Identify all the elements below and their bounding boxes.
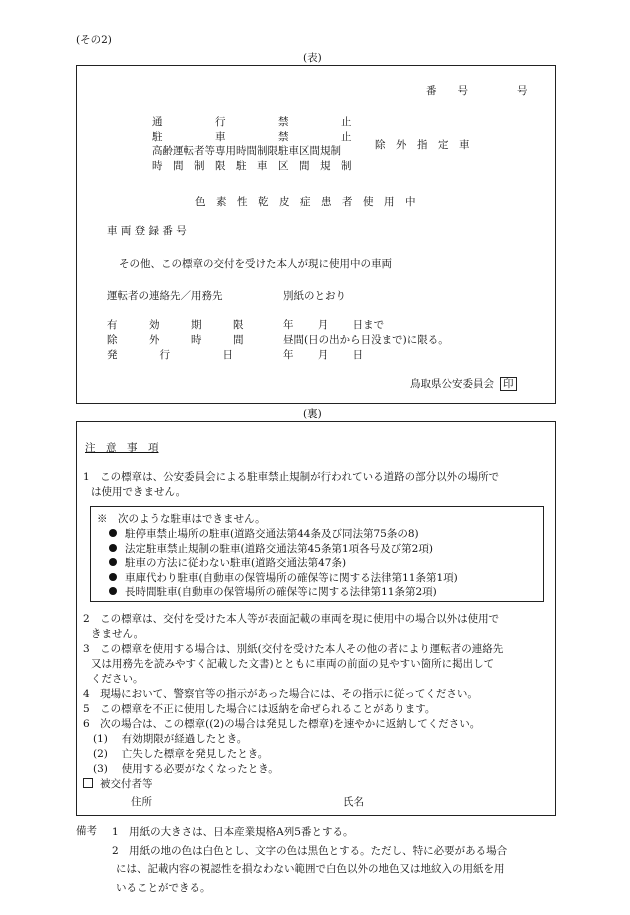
address-label: 住所 (131, 796, 152, 808)
bullet-icon (109, 544, 117, 552)
prohibited-parking-box (90, 506, 544, 602)
list-item: 駐停車禁止場所の駐車(道路交通法第44条及び同法第75条の8) (109, 527, 458, 542)
remark-line: には、記載内容の視認性を損なわない範囲で白色以外の地色又は地紋入の用紙を用 (116, 863, 505, 875)
validity-label: 有 効 期 限 (107, 319, 244, 331)
prohibited-list (109, 527, 458, 600)
part-label: (その2) (76, 34, 112, 46)
bullet-icon (109, 573, 117, 581)
note-line: ください。 (91, 673, 144, 685)
back-panel (76, 421, 556, 816)
list-item: 長時間駐車(自動車の保管場所の確保等に関する法律第11条第2項) (109, 585, 458, 600)
issuer (410, 376, 517, 391)
name-label: 氏名 (343, 796, 364, 808)
note-line: は使用できません。 (91, 486, 187, 498)
checkbox-icon (83, 778, 93, 788)
note-line: 3 この標章を使用する場合は、別紙(交付を受けた本人その他の者により運転者の連絡先 (83, 643, 504, 655)
list-item: 車庫代わり駐車(自動車の保管場所の確保等に関する法律第11条第1項) (109, 571, 458, 586)
type-line: 時 間 制 限 駐 車 区 間 規 制 (152, 159, 352, 172)
holder-line: 被交付者等 (83, 777, 503, 792)
remarks-label: 備考 (76, 825, 97, 837)
bullet-icon (109, 587, 117, 595)
note-line: 1 この標章は、公安委員会による駐車禁止規制が行われている道路の部分以外の場所で (83, 471, 500, 483)
prohibited-title: ※ 次のような駐車はできません。 (97, 513, 266, 525)
exclusion-label: 除 外 指 定 車 (375, 139, 470, 151)
seal-mark: 印 (500, 377, 517, 391)
other-vehicle-text: その他、この標章の交付を受けた本人が現に使用中の車両 (119, 258, 392, 270)
remark-line: いることができる。 (116, 881, 211, 894)
exclusion-time-value: 昼間(日の出から日没まで)に限る。 (283, 334, 449, 346)
note-line: 6 次の場合は、この標章((2)の場合は発見した標章)を速やかに返納してください。 (83, 718, 481, 730)
remarks-body (112, 823, 507, 897)
note-line: 5 この標章を不正に使用した場合には返納を命ぜられることがあります。 (83, 703, 436, 715)
back-heading: (裏) (303, 408, 322, 420)
contact-label: 運転者の連絡先／用務先 (107, 290, 223, 302)
validity-value: 年 月 日まで (283, 319, 385, 331)
type-line: 高齢運転者等専用時間制限駐車区間規制 (152, 145, 341, 157)
note-line: 2 この標章は、交付を受けた本人等が表面記載の車両を現に使用中の場合以外は使用で (83, 613, 500, 625)
bullet-icon (109, 529, 117, 537)
type-line: 駐 車 禁 止 (152, 130, 352, 143)
type-line: 通 行 禁 止 (152, 116, 352, 128)
notes-title: 注 意 事 項 (85, 442, 159, 454)
vehicle-reg-label: 車 両 登 録 番 号 (107, 225, 187, 237)
note-item-1 (83, 470, 499, 500)
exclusion-time-label: 除 外 時 間 (107, 334, 244, 346)
remark-line: 1 用紙の大きさは、日本産業規格A列5番とする。 (112, 826, 354, 838)
number-suffix: 号 (517, 85, 528, 97)
remark-line: 2 用紙の地の色は白色とし、文字の色は黒色とする。ただし、特に必要がある場合 (112, 844, 508, 857)
note-line: 又は用務先を読みやすく記載した文書)とともに車両の前面の見やすい箇所に掲出して (91, 658, 495, 670)
front-heading: (表) (303, 52, 322, 64)
issuer-name: 鳥取県公安委員会 (410, 378, 494, 390)
note-line: きません。 (91, 628, 145, 640)
sub-item: (2) 亡失した標章を発見したとき。 (93, 748, 269, 760)
note-items-2-6 (83, 612, 503, 792)
restriction-types (152, 115, 352, 173)
contact-value: 別紙のとおり (283, 290, 346, 302)
note-line: 4 現場において、警察官等の指示があった場合には、その指示に従ってください。 (83, 688, 478, 700)
list-item: 駐車の方法に従わない駐車(道路交通法第47条) (109, 556, 458, 571)
bullet-icon (109, 558, 117, 566)
front-panel (76, 65, 556, 404)
issue-date-label: 発 行 日 (107, 349, 233, 361)
sub-item: (1) 有効期限が経過したとき。 (93, 733, 248, 745)
sub-item: (3) 使用する必要がなくなったとき。 (93, 763, 279, 775)
number-label: 番 号 (426, 85, 468, 97)
special-label: 色 素 性 乾 皮 症 患 者 使 用 中 (195, 196, 416, 208)
issue-date-value: 年 月 日 (283, 349, 364, 361)
list-item: 法定駐車禁止規制の駐車(道路交通法第45条第1項各号及び第2項) (109, 542, 458, 557)
